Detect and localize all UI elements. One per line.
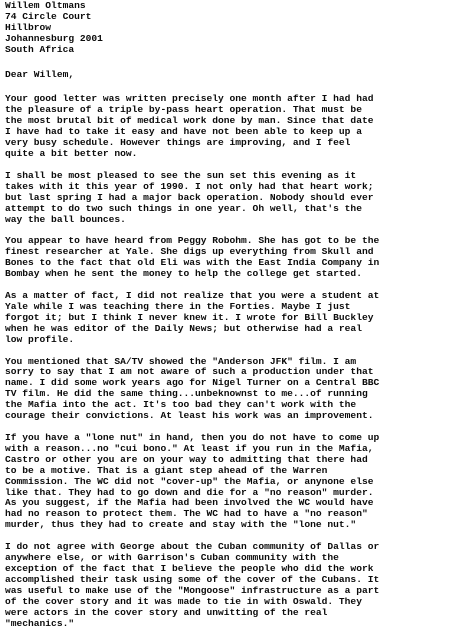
text-line: forgot it; but I think I never knew it. I wrote for Bill Buckley — [5, 311, 374, 323]
text-line: the pleasure of a triple by-pass heart operation. That must be — [5, 104, 362, 116]
letter-paragraph — [5, 542, 450, 629]
text-line: of the cover story and it was made to tie in with Oswald. They — [5, 595, 362, 607]
letter-paragraph — [5, 94, 450, 159]
letter-body — [5, 94, 450, 629]
text-line: attempt to do two such things in one year. Oh well, that's the — [5, 202, 362, 214]
text-line: Castro or other you are on your way to admitting that there had — [5, 453, 368, 465]
text-line: takes with it this year of 1990. I not only had that heart work; — [5, 180, 374, 192]
text-line: I have had to take it easy and have not been able to keep up a — [5, 126, 362, 138]
text-line: You mentioned that SA/TV showed the "Anderson JFK" film. I am — [5, 355, 357, 367]
text-line: You appear to have heard from Peggy Robohm. She has got to be the — [5, 235, 380, 247]
letter-paragraph — [5, 433, 450, 531]
text-line: As a matter of fact, I did not realize that you were a student at — [5, 290, 380, 302]
letter-paragraph — [5, 291, 450, 346]
letter-paragraph — [5, 236, 450, 280]
letter-paragraph — [5, 357, 450, 422]
text-line: As you suggest, if the Mafia had been involved the WC would have — [5, 497, 374, 509]
salutation: Dear Willem, — [5, 68, 75, 80]
text-line: were actors in the cover story and unwitting of the real — [5, 606, 328, 618]
text-line: was useful to make use of the "Mongoose" infrastructure as a part — [5, 584, 380, 596]
text-line: but last spring I had a major back operation. Nobody should ever — [5, 191, 374, 203]
address-line: 74 Circle Court — [5, 10, 92, 22]
text-line: when he was editor of the Daily News; but otherwise had a real — [5, 322, 362, 334]
text-line: sorry to say that I am not aware of such a production under that — [5, 366, 374, 378]
text-line: the Mafia into the act. It's too bad they can't work with the — [5, 399, 357, 411]
address-line: Hillbrow — [5, 21, 52, 33]
text-line: finest researcher at Yale. She digs up everything from Skull and — [5, 246, 374, 258]
text-line: exception of the fact that I believe the people who did the work — [5, 562, 374, 574]
text-line: "mechanics." — [5, 617, 75, 629]
text-line: I do not agree with George about the Cuban community of Dallas or — [5, 541, 380, 553]
text-line: Yale while I was teaching there in the Forties. Maybe I just — [5, 300, 351, 312]
text-line: Bones to the fact that old Eli was with the East India Company in — [5, 257, 380, 269]
text-line: name. I did some work years ago for Nigel Turner on a Central BBC — [5, 377, 380, 389]
text-line: way the ball bounces. — [5, 213, 126, 225]
text-line: Your good letter was written precisely one month after I had had — [5, 93, 374, 105]
text-line: very busy schedule. However things are improving, and I feel — [5, 137, 351, 149]
text-line: If you have a "lone nut" in hand, then you do not have to come up — [5, 432, 380, 443]
address-line: Willem Oltmans — [5, 0, 86, 11]
text-line: low profile. — [5, 333, 75, 345]
text-line: murder, thus they had to create and stay with the "lone nut." — [5, 519, 357, 531]
text-line: to be a motive. That is a giant step ahead of the Warren — [5, 464, 328, 476]
text-line: quite a bit better now. — [5, 147, 138, 159]
text-line: the most brutal bit of medical work done by man. Since that date — [5, 115, 374, 127]
text-line: anywhere else, or with Garrison's Cuban community with the — [5, 552, 339, 564]
text-line: Bombay when he sent the money to help the college get started. — [5, 268, 362, 280]
text-line: had no reason to protect them. The WC had to have a "no reason" — [5, 508, 368, 520]
text-line: with a reason...no "cui bono." At least if you run in the Mafia, — [5, 442, 374, 454]
text-line: like that. They had to go down and die for a "no reason" murder. — [5, 486, 374, 498]
letter-paragraph — [5, 171, 450, 226]
text-line: accomplished their task using some of the cover of the Cubans. It — [5, 573, 380, 585]
address-line: South Africa — [5, 43, 75, 55]
text-line: courage their convictions. At least his work was an improvement. — [5, 410, 374, 422]
address-line: Johannesburg 2001 — [5, 32, 103, 44]
text-line: Commission. The WC did not "cover-up" the Mafia, or anynone else — [5, 475, 374, 487]
text-line: TV film. He did the same thing...unbeknownst to me...of running — [5, 388, 368, 400]
recipient-address — [5, 1, 450, 56]
text-line: I shall be most pleased to see the sun set this evening as it — [5, 169, 357, 181]
